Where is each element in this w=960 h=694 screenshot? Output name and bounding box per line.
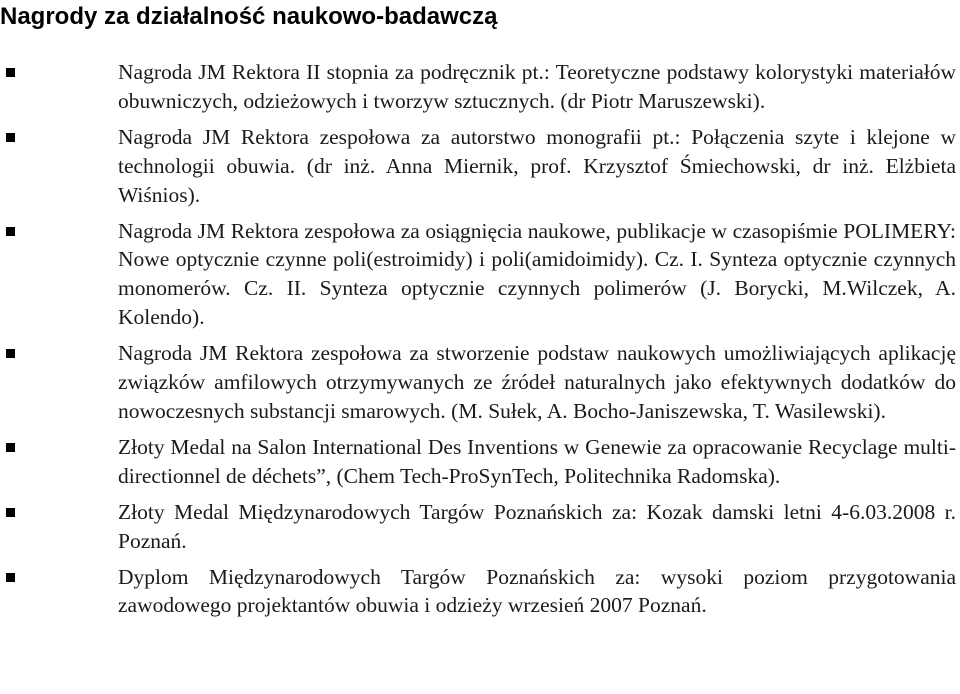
square-bullet-icon [6,227,15,236]
award-item [0,433,960,491]
awards-list [0,58,960,627]
award-item [0,58,960,116]
award-text: Dyplom Międzynarodowych Targów Poznańskich za: wysoki poziom przygotowania zawodowego projektantów obuwia i odzieży wrzesień 2007 Poznań. [118,564,956,618]
award-text: Nagroda JM Rektora II stopnia za podręcznik pt.: Teoretyczne podstawy kolorystyki materiałów obuwniczych, odzieżowych i tworzyw sztucznych. (dr Piotr Maruszewski). [118,60,956,113]
award-text: Nagroda JM Rektora zespołowa za autorstwo monografii pt.: Połączenia szyte i klejone w technologii obuwia. (dr inż. Anna Miernik, prof. Krzysztof Śmiechowski, dr inż. Elżbieta Wiśnios). [118,124,956,207]
award-text: Złoty Medal Międzynarodowych Targów Poznańskich za: Kozak damski letni 4-6.03.2008 r. Poznań. [118,499,956,553]
page-title: Nagrody za działalność naukowo-badawczą [0,3,498,30]
award-text: Nagroda JM Rektora zespołowa za stworzenie podstaw naukowych umożliwiających aplikację związków amfilowych otrzymywanych ze źródeł naturalnych jako efektywnych dodatków do nowoczesnych substancji smarowych. (M. Sułek, A. Bocho-Janiszewska, T. Wasilewski). [118,341,956,423]
award-item [0,498,960,556]
award-item [0,217,960,333]
square-bullet-icon [6,133,15,142]
square-bullet-icon [6,573,15,582]
award-item [0,563,960,621]
award-item [0,123,960,210]
square-bullet-icon [6,443,15,452]
square-bullet-icon [6,349,15,358]
award-text: Złoty Medal na Salon International Des Inventions w Genewie za opracowanie Recyclage multi-directionnel de déchets”, (Chem Tech-ProSynTech, Politechnika Radomska). [118,434,956,488]
square-bullet-icon [6,68,15,77]
award-item [0,339,960,426]
award-text: Nagroda JM Rektora zespołowa za osiągnięcia naukowe, publikacje w czasopiśmie POLIMERY: Nowe optycznie czynne poli(estroimidy) i poli(amidoimidy). Cz. I. Synteza optycznie czynnych monomerów. Cz. II. Synteza optycznie czynnych polimerów (J. Borycki, M.Wilczek, A. Kolendo). [118,218,956,330]
square-bullet-icon [6,508,15,517]
